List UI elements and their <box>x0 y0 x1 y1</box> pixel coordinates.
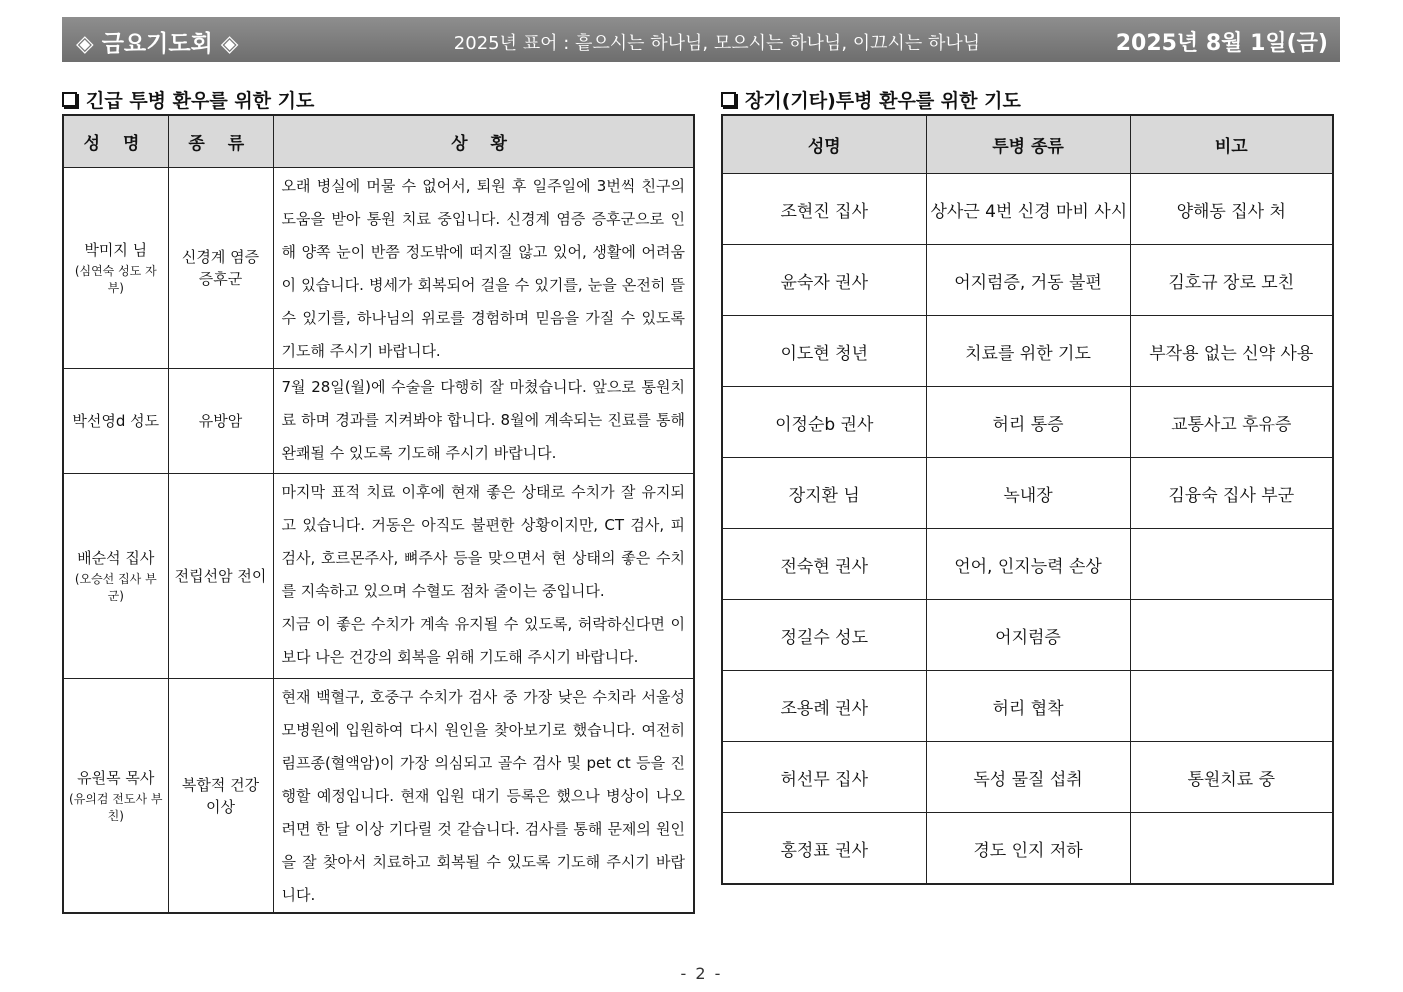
urgent-prayer-table <box>62 114 695 914</box>
illness-kind: 경도 인지 저하 <box>926 813 1130 885</box>
patient-relation: (심연숙 성도 자부) <box>74 264 157 295</box>
illness-kind: 허리 협착 <box>926 671 1130 742</box>
illness-kind: 어지럼증, 거동 불편 <box>926 245 1130 316</box>
column-header-kind: 투병 종류 <box>926 115 1130 174</box>
situation-text: 7월 28일(월)에 수술을 다행히 잘 마쳤습니다. 앞으로 통원치료 하며 경과를 지켜봐야 합니다. 8월에 계속되는 진료를 통해 완쾌될 수 있도록 기도해 주시기 바랍니다. <box>273 369 694 474</box>
patient-name-cell <box>63 474 168 679</box>
checkbox-bullet-icon <box>721 92 736 107</box>
patient-name: 이도현 청년 <box>722 316 926 387</box>
remark: 김호규 장로 모친 <box>1130 245 1333 316</box>
situation-text: 오래 병실에 머물 수 없어서, 퇴원 후 일주일에 3번씩 친구의 도움을 받아 통원 치료 중입니다. 신경계 염증 증후군으로 인해 양쪽 눈이 반쯤 정도밖에 떠지질 않고 있어, 생활에 어려움이 있습니다. 병세가 회복되어 걸을 수 있기를, 눈을 온전히 뜰 수 있기를, 하나님의 위로를 경험하며 믿음을 가질 수 있도록 기도해 주시기 바랍니다. <box>273 168 694 369</box>
patient-name: 이정순b 권사 <box>722 387 926 458</box>
patient-name: 허선무 집사 <box>722 742 926 813</box>
longterm-prayer-table <box>721 114 1334 885</box>
patient-name: 박선영d 성도 <box>72 412 160 430</box>
column-header-name: 성명 <box>722 115 926 174</box>
table-row <box>722 742 1333 813</box>
remark <box>1130 600 1333 671</box>
urgent-section-title <box>62 86 314 113</box>
table-row <box>63 679 694 914</box>
situation-text-cell <box>273 474 694 679</box>
remark: 통원치료 중 <box>1130 742 1333 813</box>
page-number: - 2 - <box>680 964 723 983</box>
patient-name: 장지환 님 <box>722 458 926 529</box>
patient-relation: (유의검 전도사 부친) <box>69 791 163 823</box>
column-header-note: 비고 <box>1130 115 1333 174</box>
illness-kind: 전립선암 전이 <box>168 474 273 679</box>
longterm-section-title <box>721 86 1021 113</box>
table-row <box>722 529 1333 600</box>
longterm-title-text: 장기(기타)투병 환우를 위한 기도 <box>745 90 1021 112</box>
patient-relation: (오승선 집사 부군) <box>74 572 157 603</box>
remark: 교통사고 후유증 <box>1130 387 1333 458</box>
table-row <box>722 245 1333 316</box>
patient-name: 조용례 권사 <box>722 671 926 742</box>
illness-kind: 어지럼증 <box>926 600 1130 671</box>
table-header-row <box>722 115 1333 174</box>
patient-name: 박미지 님 <box>84 241 148 259</box>
table-row <box>722 316 1333 387</box>
patient-name-cell <box>63 168 168 369</box>
table-row <box>63 168 694 369</box>
patient-name: 유원목 목사 <box>77 768 155 787</box>
situation-text: 현재 백혈구, 호중구 수치가 검사 중 가장 낮은 수치라 서울성모병원에 입원하여 다시 원인을 찾아보기로 했습니다. 여전히 림프종(혈액암)이 가장 의심되고 골수 검사 및 pet ct 등을 진행할 예정입니다. 현재 입원 대기 등록은 했으나 병상이 나오려면 한 달 이상 기다릴 것 같습니다. 검사를 통해 문제의 원인을 잘 찾아서 치료하고 회복될 수 있도록 기도해 주시기 바랍니다. <box>273 679 694 914</box>
illness-kind: 신경계 염증 증후군 <box>168 168 273 369</box>
patient-name-cell <box>63 369 168 474</box>
illness-kind: 복합적 건강 이상 <box>168 679 273 914</box>
patient-name: 홍정표 권사 <box>722 813 926 885</box>
remark: 부작용 없는 신약 사용 <box>1130 316 1333 387</box>
patient-name: 배순석 집사 <box>77 549 155 567</box>
illness-kind: 유방암 <box>168 369 273 474</box>
remark <box>1130 671 1333 742</box>
bulletin-date: 2025년 8월 1일(금) <box>1115 31 1328 56</box>
patient-name-cell <box>63 679 168 914</box>
remark: 양해동 집사 처 <box>1130 174 1333 245</box>
column-header-situation: 상 황 <box>273 115 694 168</box>
table-row <box>722 813 1333 885</box>
patient-name: 정길수 성도 <box>722 600 926 671</box>
situation-text-continued: 지금 이 좋은 수치가 계속 유지될 수 있도록, 허락하신다면 이보다 나은 건강의 회복을 위해 기도해 주시기 바랍니다. <box>281 615 685 666</box>
table-row <box>722 387 1333 458</box>
illness-kind: 상사근 4번 신경 마비 사시 <box>926 174 1130 245</box>
table-row <box>63 369 694 474</box>
patient-name: 조현진 집사 <box>722 174 926 245</box>
illness-kind: 녹내장 <box>926 458 1130 529</box>
remark <box>1130 813 1333 885</box>
illness-kind: 언어, 인지능력 손상 <box>926 529 1130 600</box>
patient-name: 전숙현 권사 <box>722 529 926 600</box>
header-banner <box>62 17 1340 62</box>
illness-kind: 치료를 위한 기도 <box>926 316 1130 387</box>
situation-text: 마지막 표적 치료 이후에 현재 좋은 상태로 수치가 잘 유지되고 있습니다. 거동은 아직도 불편한 상황이지만, CT 검사, 피검사, 호르몬주사, 뼈주사 등을 맞으면서 현 상태의 좋은 수치를 지속하고 있으며 수혈도 점차 줄이는 중입니다. <box>281 483 685 600</box>
checkbox-bullet-icon <box>62 92 77 107</box>
table-row <box>722 600 1333 671</box>
table-row <box>722 174 1333 245</box>
table-row <box>722 458 1333 529</box>
urgent-title-text: 긴급 투병 환우를 위한 기도 <box>86 90 315 112</box>
remark: 김융숙 집사 부군 <box>1130 458 1333 529</box>
patient-name: 윤숙자 권사 <box>722 245 926 316</box>
column-header-name: 성 명 <box>63 115 168 168</box>
table-row <box>722 671 1333 742</box>
illness-kind: 허리 통증 <box>926 387 1130 458</box>
column-header-kind: 종 류 <box>168 115 273 168</box>
table-header-row <box>63 115 694 168</box>
year-motto: 2025년 표어 : 흩으시는 하나님, 모으시는 하나님, 이끄시는 하나님 <box>453 33 981 54</box>
illness-kind: 독성 물질 섭취 <box>926 742 1130 813</box>
bulletin-title: ◈ 금요기도회 ◈ <box>76 31 239 57</box>
remark <box>1130 529 1333 600</box>
table-row <box>63 474 694 679</box>
